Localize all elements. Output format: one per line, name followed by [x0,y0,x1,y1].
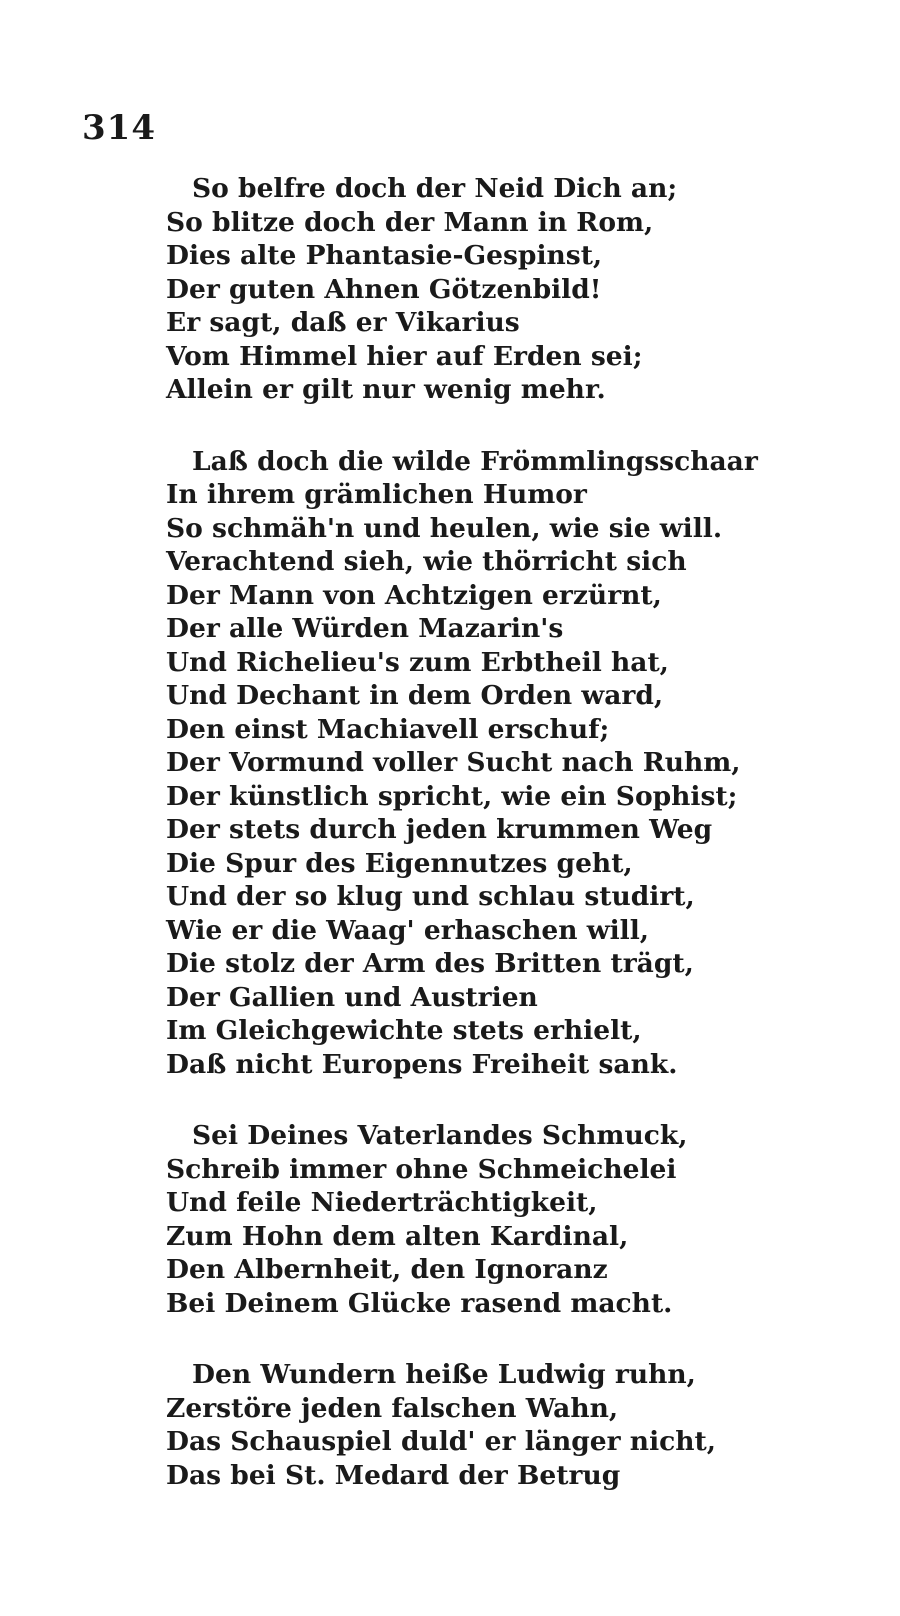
verse-line: Die Spur des Eigennutzes geht, [166,847,633,879]
verse-line: Dies alte Phantasie-Gespinst, [166,240,603,271]
verse-line: Wie er die Waag' erhaschen will, [166,914,650,946]
verse-line: Der Mann von Achtzigen erzürnt, [166,579,662,611]
verse-line: Und Richelieu's zum Erbtheil hat, [166,646,669,678]
verse-line: So belfre doch der Neid Dich an; [192,173,678,204]
verse-line: Und feile Niederträchtigkeit, [166,1187,598,1218]
verse-line: Der stets durch jeden krummen Weg [166,814,713,845]
verse-line: Der guten Ahnen Götzenbild! [166,273,602,305]
verse-line: Und der so klug und schlau studirt, [166,881,695,912]
verse-line: Das bei St. Medard der Betrug [166,1459,621,1491]
verse-line: Und Dechant in dem Orden ward, [166,680,664,711]
verse-line: Der künstlich spricht, wie ein Sophist; [166,780,738,812]
verse-line: So blitze doch der Mann in Rom, [166,206,654,238]
stanza-1 [166,172,726,407]
verse-line: Das Schauspiel duld' er länger nicht, [166,1426,717,1457]
verse-line: Im Gleichgewichte stets erhielt, [166,1015,642,1046]
stanza-2 [166,445,758,1082]
verse-line: Er sagt, daß er Vikarius [166,307,520,338]
stanza-gap [166,1081,726,1119]
verse-line: Sei Deines Vaterlandes Schmuck, [192,1120,688,1151]
stanza-4 [166,1358,726,1492]
stanza-3 [166,1119,726,1320]
verse-line: Verachtend sieh, wie thörricht sich [166,546,687,577]
verse-line: Die stolz der Arm des Britten trägt, [166,948,694,979]
stanza-gap [166,1320,726,1358]
verse-line: Der Gallien und Austrien [166,981,538,1013]
page-number: 314 [82,108,156,148]
verse-line: Laß doch die wilde Frömmlingsschaar [192,445,758,477]
verse-line: Daß nicht Europens Freiheit sank. [166,1048,678,1080]
verse-line: Bei Deinem Glücke rasend macht. [166,1287,673,1319]
verse-line: Der alle Würden Mazarin's [166,613,564,644]
verse-line: Schreib immer ohne Schmeichelei [166,1153,677,1185]
verse-line: Der Vormund voller Sucht nach Ruhm, [166,747,741,778]
verse-line: So schmäh'n und heulen, wie sie will. [166,512,723,544]
poem [166,172,758,1492]
verse-line: Den einst Machiavell erschuf; [166,713,610,745]
verse-line: Zum Hohn dem alten Kardinal, [166,1220,629,1252]
verse-line: Vom Himmel hier auf Erden sei; [166,340,643,372]
verse-line: Zerstöre jeden falschen Wahn, [166,1392,619,1424]
verse-line: Den Wundern heiße Ludwig ruhn, [192,1359,696,1390]
verse-line: Den Albernheit, den Ignoranz [166,1254,608,1285]
verse-line: Allein er gilt nur wenig mehr. [166,374,606,405]
verse-line: In ihrem grämlichen Humor [166,479,587,510]
stanza-gap [166,407,726,445]
